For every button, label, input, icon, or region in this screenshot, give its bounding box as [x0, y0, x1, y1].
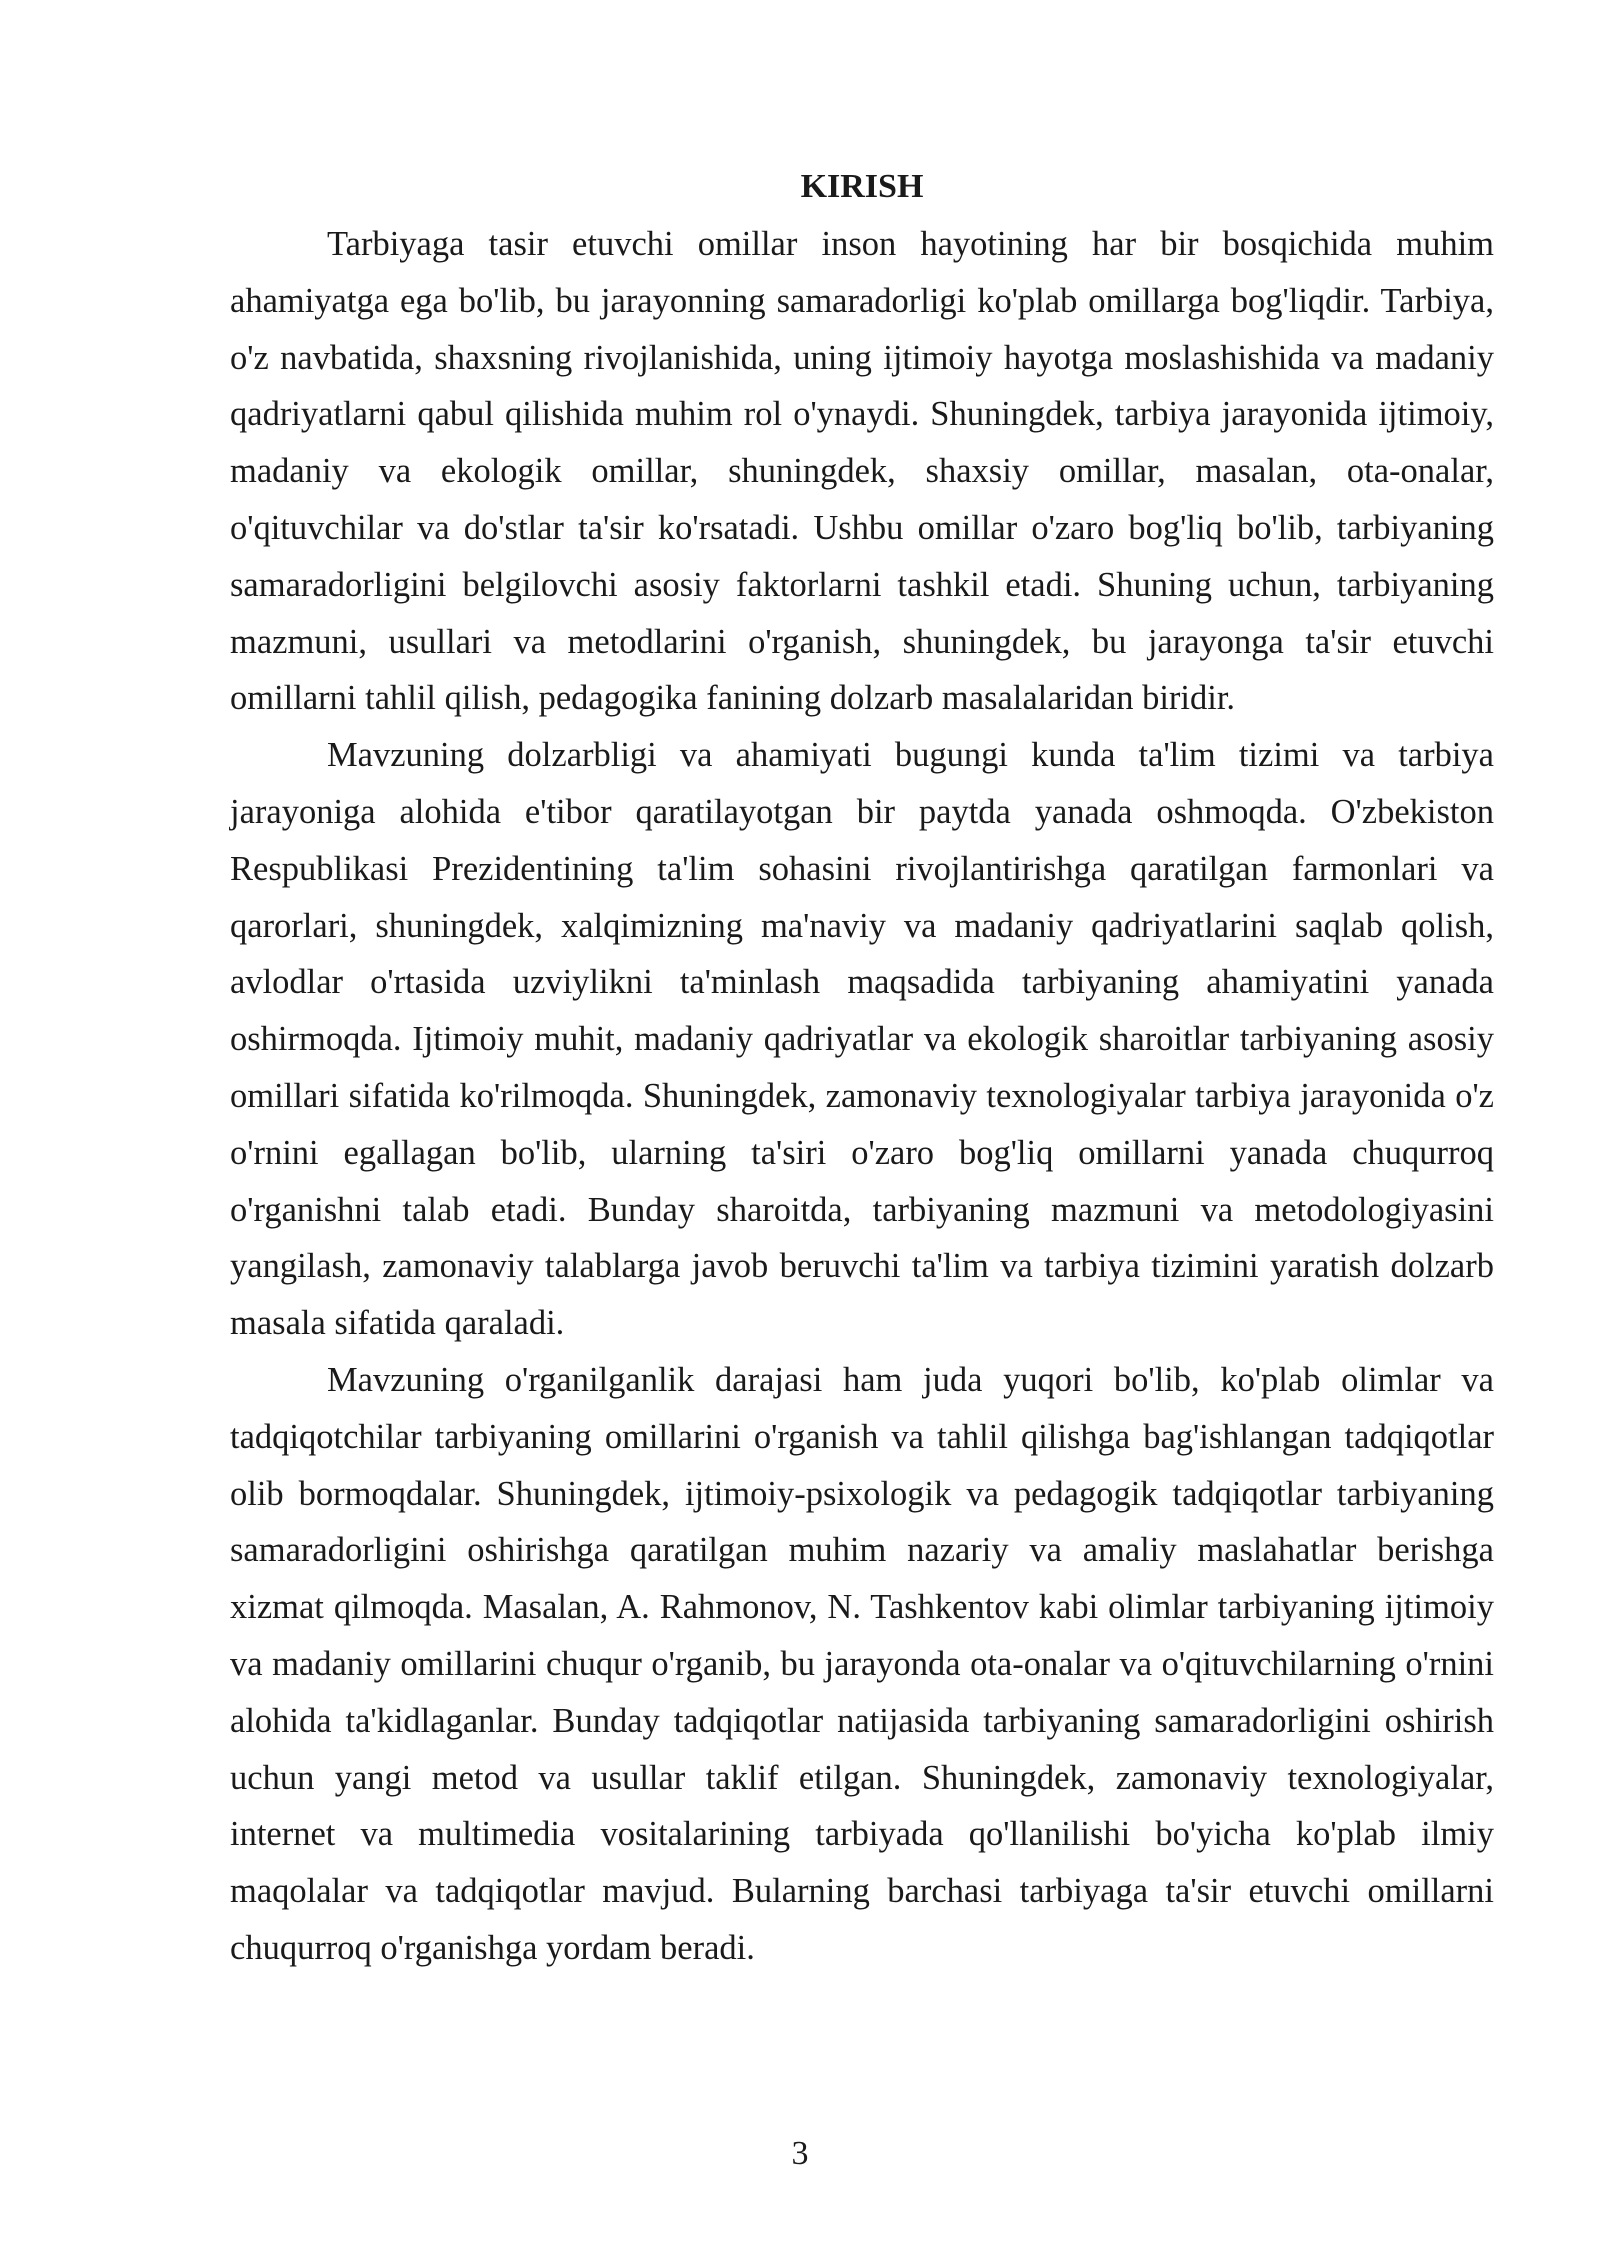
- page-content: [230, 162, 1494, 1977]
- paragraph-research-degree: Mavzuning o'rganilganlik darajasi ham juda yuqori bo'lib, ko'plab olimlar va tadqiqotchilar tarbiyaning omillarini o'rganish va tahlil qilishga bag'ishlangan tadqiqotlar olib bormoqdalar. Shuningdek, ijtimoiy-psixologik va pedagogik tadqiqotlar tarbiyaning samaradorligini oshirishga qaratilgan muhim nazariy va amaliy maslahatlar berishga xizmat qilmoqda. Masalan, A. Rahmonov, N. Tashkentov kabi olimlar tarbiyaning ijtimoiy va madaniy omillarini chuqur o'rganib, bu jarayonda ota-onalar va o'qituvchilarning o'rnini alohida ta'kidlaganlar. Bunday tadqiqotlar natijasida tarbiyaning samaradorligini oshirish uchun yangi metod va usullar taklif etilgan. Shuningdek, zamonaviy texnologiyalar, internet va multimedia vositalarining tarbiyada qo'llanilishi bo'yicha ko'plab ilmiy maqolalar va tadqiqotlar mavjud. Bularning barchasi tarbiyaga ta'sir etuvchi omillarni chuqurroq o'rganishga yordam beradi.: [230, 1360, 1494, 1967]
- paragraph-relevance: Mavzuning dolzarbligi va ahamiyati bugungi kunda ta'lim tizimi va tarbiya jarayoniga alohida e'tibor qaratilayotgan bir paytda yanada oshmoqda. O'zbekiston Respublikasi Prezidentining ta'lim sohasini rivojlantirishga qaratilgan farmonlari va qarorlari, shuningdek, xalqimizning ma'naviy va madaniy qadriyatlarini saqlab qolish, avlodlar o'rtasida uzviylikni ta'minlash maqsadida tarbiyaning ahamiyatini yanada oshirmoqda. Ijtimoiy muhit, madaniy qadriyatlar va ekologik sharoitlar tarbiyaning asosiy omillari sifatida ko'rilmoqda. Shuningdek, zamonaviy texnologiyalar tarbiya jarayonida o'z o'rnini egallagan bo'lib, ularning ta'siri o'zaro bog'liq omillarni yanada chuqurroq o'rganishni talab etadi. Bunday sharoitda, tarbiyaning mazmuni va metodologiyasini yangilash, zamonaviy talablarga javob beruvchi ta'lim va tarbiya tizimini yaratish dolzarb masala sifatida qaraladi.: [230, 736, 1494, 1343]
- page-number: 3: [791, 2135, 809, 2172]
- section-title: KIRISH: [800, 168, 924, 205]
- paragraph-introduction: Tarbiyaga tasir etuvchi omillar inson hayotining har bir bosqichida muhim ahamiyatga ega bo'lib, bu jarayonning samaradorligi ko'plab omillarga bog'liqdir. Tarbiya, o'z navbatida, shaxsning rivojlanishida, uning ijtimoiy hayotga moslashishida va madaniy qadriyatlarni qabul qilishida muhim rol o'ynaydi. Shuningdek, tarbiya jarayonida ijtimoiy, madaniy va ekologik omillar, shuningdek, shaxsiy omillar, masalan, ota-onalar, o'qituvchilar va do'stlar ta'sir ko'rsatadi. Ushbu omillar o'zaro bog'liq bo'lib, tarbiyaning samaradorligini belgilovchi asosiy faktorlarni tashkil etadi. Shuning uchun, tarbiyaning mazmuni, usullari va metodlarini o'rganish, shuningdek, bu jarayonga ta'sir etuvchi omillarni tahlil qilish, pedagogika fanining dolzarb masalalaridan biridir.: [230, 225, 1494, 718]
